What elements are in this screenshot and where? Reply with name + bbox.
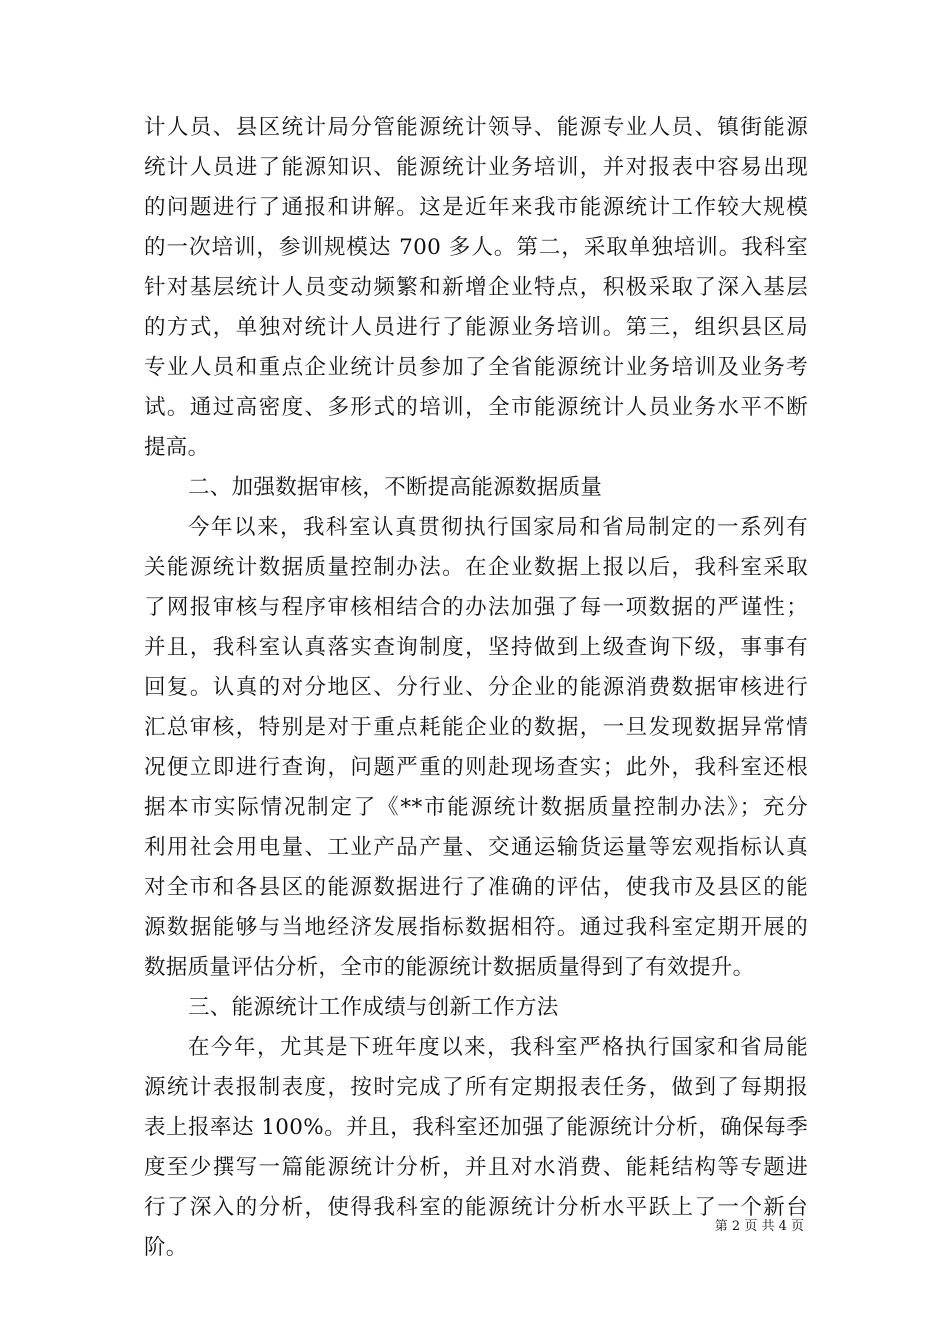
text-line: 计人员、县区统计局分管能源统计领导、能源专业人员、镇街能源 bbox=[144, 115, 808, 140]
text-line: 的一次培训，参训规模达 700 多人。第二，采取单独培训。我科室 bbox=[144, 235, 808, 260]
text-line: 并且，我科室认真落实查询制度，坚持做到上级查询下级，事事有 bbox=[144, 635, 808, 660]
text-line: 行了深入的分析，使得我科室的能源统计分析水平跃上了一个新台 bbox=[144, 1195, 808, 1220]
text-line: 利用社会用电量、工业产品产量、交通运输货运量等宏观指标认真 bbox=[144, 835, 808, 860]
text-line: 源统计表报制表度，按时完成了所有定期报表任务，做到了每期报 bbox=[144, 1075, 808, 1100]
text-line: 源数据能够与当地经济发展指标数据相符。通过我科室定期开展的 bbox=[144, 915, 808, 940]
text-line: 在今年，尤其是下班年度以来，我科室严格执行国家和省局能 bbox=[188, 1035, 808, 1060]
text-line: 针对基层统计人员变动频繁和新增企业特点，积极采取了深入基层 bbox=[144, 275, 808, 300]
section-heading: 二、加强数据审核，不断提高能源数据质量 bbox=[188, 475, 603, 500]
text-line: 表上报率达 100%。并且，我科室还加强了能源统计分析，确保每季 bbox=[144, 1115, 808, 1140]
text-line: 今年以来，我科室认真贯彻执行国家局和省局制定的一系列有 bbox=[188, 515, 808, 540]
document-body bbox=[144, 108, 808, 1268]
text-line: 专业人员和重点企业统计员参加了全省能源统计业务培训及业务考 bbox=[144, 355, 808, 380]
text-line: 的问题进行了通报和讲解。这是近年来我市能源统计工作较大规模 bbox=[144, 195, 808, 220]
text-line: 回复。认真的对分地区、分行业、分企业的能源消费数据审核进行 bbox=[144, 675, 808, 700]
text-line: 阶。 bbox=[144, 1235, 188, 1260]
text-line: 关能源统计数据质量控制办法。在企业数据上报以后，我科室采取 bbox=[144, 555, 808, 580]
text-line: 了网报审核与程序审核相结合的办法加强了每一项数据的严谨性； bbox=[144, 595, 808, 620]
text-line: 对全市和各县区的能源数据进行了准确的评估，使我市及县区的能 bbox=[144, 875, 808, 900]
text-line: 试。通过高密度、多形式的培训，全市能源统计人员业务水平不断 bbox=[144, 395, 808, 420]
text-line: 况便立即进行查询，问题严重的则赴现场查实；此外，我科室还根 bbox=[144, 755, 808, 780]
text-line: 数据质量评估分析，全市的能源统计数据质量得到了有效提升。 bbox=[144, 955, 755, 980]
page-number: 第 2 页 共 4 页 bbox=[714, 1219, 804, 1234]
text-line: 度至少撰写一篇能源统计分析，并且对水消费、能耗结构等专题进 bbox=[144, 1155, 808, 1180]
text-line: 提高。 bbox=[144, 435, 210, 460]
section-heading: 三、能源统计工作成绩与创新工作方法 bbox=[188, 995, 559, 1020]
text-line: 统计人员进了能源知识、能源统计业务培训，并对报表中容易出现 bbox=[144, 155, 808, 180]
text-line: 汇总审核，特别是对于重点耗能企业的数据，一旦发现数据异常情 bbox=[144, 715, 808, 740]
text-line: 的方式，单独对统计人员进行了能源业务培训。第三，组织县区局 bbox=[144, 315, 808, 340]
text-line: 据本市实际情况制定了《**市能源统计数据质量控制办法》；充分 bbox=[144, 795, 808, 820]
